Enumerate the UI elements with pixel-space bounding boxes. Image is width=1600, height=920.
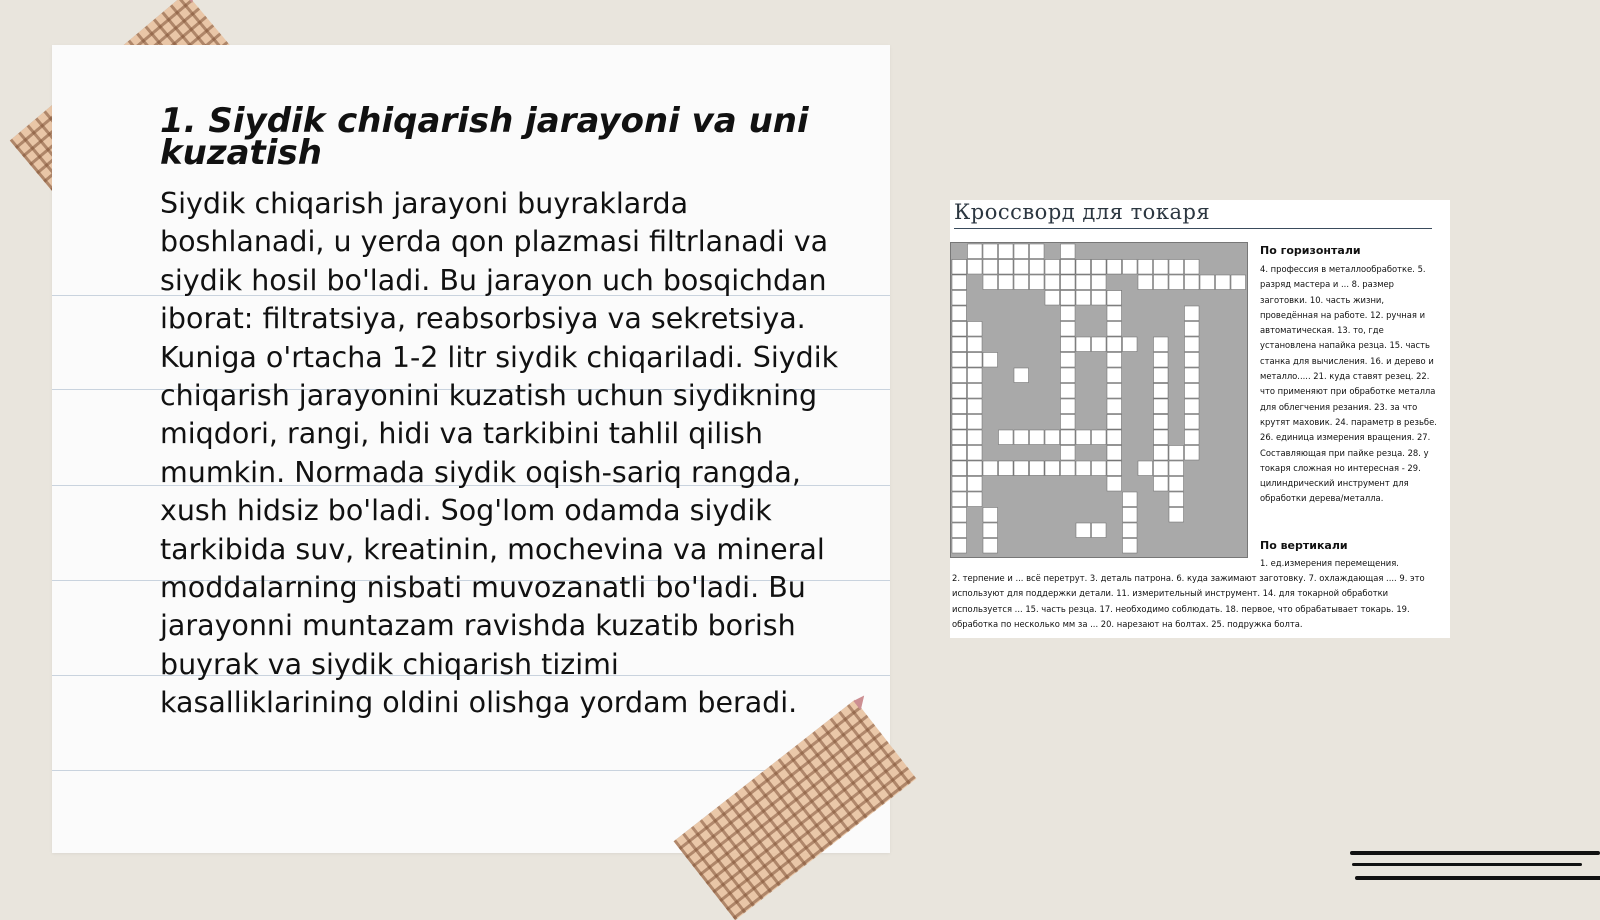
- crossword-cell: [1185, 384, 1200, 399]
- brush-stroke: [1350, 851, 1600, 855]
- horizontal-clues: 4. профессия в металлообработке. 5. разряд мастера и ... 8. размер заготовки. 10. часть жизни, проведённая на работе. 12. ручная и автоматическая. 13. то, где установлена напайка резца. 15. часть станка для вычисления. 16. и дерево и металло..... 21. куда ставят резец. 22. что применяют при обработке металла для облегчения резания. 23. за что крутят маховик. 24. параметр в резьбе. 26. единица измерения вращения. 27. Составляющая при пайке резца. 28. у токаря сложная но интересная - 29. цилиндрический инструмент для обработки дерева/металла.: [1260, 264, 1437, 504]
- crossword-grid: [950, 242, 1248, 558]
- crossword-cell: [1030, 260, 1045, 275]
- crossword-cell: [968, 353, 983, 368]
- crossword-cell: [1107, 353, 1122, 368]
- crossword-cell: [952, 415, 967, 430]
- crossword-cell: [1076, 523, 1091, 538]
- crossword-cell: [1107, 415, 1122, 430]
- crossword-cell: [968, 461, 983, 476]
- crossword-cell: [968, 368, 983, 383]
- crossword-cell: [1107, 430, 1122, 445]
- crossword-cell: [1185, 275, 1200, 290]
- crossword-cell: [1092, 461, 1107, 476]
- crossword-cell: [1061, 415, 1076, 430]
- crossword-cell: [968, 244, 983, 259]
- crossword-cell: [983, 461, 998, 476]
- crossword-cell: [1030, 275, 1045, 290]
- crossword-cell: [1061, 306, 1076, 321]
- crossword-cell: [1045, 275, 1060, 290]
- crossword-cell: [983, 523, 998, 538]
- crossword-cell: [983, 244, 998, 259]
- crossword-cell: [1123, 508, 1138, 523]
- crossword-cell: [999, 461, 1014, 476]
- crossword-cell: [1185, 368, 1200, 383]
- crossword-cell: [999, 260, 1014, 275]
- crossword-cell: [968, 399, 983, 414]
- crossword-cell: [1061, 461, 1076, 476]
- crossword-cell: [983, 539, 998, 554]
- crossword-cell: [1076, 430, 1091, 445]
- crossword-cell: [1123, 523, 1138, 538]
- crossword-cell: [1061, 260, 1076, 275]
- crossword-cell: [1185, 260, 1200, 275]
- crossword-cell: [1107, 384, 1122, 399]
- crossword-cell: [968, 322, 983, 337]
- crossword-cell: [1061, 337, 1076, 352]
- vertical-clue-first: 1. ед.измерения перемещения.: [1260, 558, 1399, 568]
- crossword-cell: [1185, 430, 1200, 445]
- slide-title: 1. Siydik chiqarish jarayoni va uni kuzatish: [160, 101, 809, 173]
- crossword-cell: [952, 523, 967, 538]
- crossword-cell: [1076, 461, 1091, 476]
- crossword-cell: [1107, 322, 1122, 337]
- crossword-cell: [952, 446, 967, 461]
- crossword-cell: [1154, 337, 1169, 352]
- crossword-cell: [1169, 260, 1184, 275]
- crossword-cell: [1061, 322, 1076, 337]
- crossword-cell: [952, 430, 967, 445]
- crossword-cell: [1030, 244, 1045, 259]
- crossword-cell: [968, 492, 983, 507]
- vertical-clues: 2. терпение и ... всё перетрут. 3. деталь патрона. 6. куда зажимают заготовку. 7. охлаждающая .... 9. это используют для поддержки детали. 11. измерительный инструмент. 14. для токарной обработки используется ... 15. часть резца. 17. необходимо соблюдать. 18. первое, что обрабатывает токарь. 19. обработка по несколько мм за ... 20. нарезают на болтах. 25. подружка болта.: [952, 573, 1425, 629]
- crossword-cell: [1092, 523, 1107, 538]
- brush-stroke: [1355, 876, 1600, 880]
- crossword-cell: [1014, 430, 1029, 445]
- vertical-heading: По вертикали: [1260, 539, 1348, 552]
- crossword-cell: [1061, 353, 1076, 368]
- crossword-cell: [1061, 244, 1076, 259]
- crossword-cell: [1014, 461, 1029, 476]
- crossword-grid-cells: [951, 243, 1249, 559]
- crossword-cell: [999, 430, 1014, 445]
- crossword-cell: [1185, 399, 1200, 414]
- crossword-cell: [952, 337, 967, 352]
- crossword-cell: [1076, 260, 1091, 275]
- crossword-cell: [968, 384, 983, 399]
- crossword-cell: [1154, 368, 1169, 383]
- crossword-cell: [1231, 275, 1246, 290]
- crossword-cell: [952, 477, 967, 492]
- horizontal-heading: По горизонтали: [1260, 244, 1361, 257]
- crossword-cell: [1123, 492, 1138, 507]
- crossword-cell: [1014, 368, 1029, 383]
- crossword-cell: [1185, 337, 1200, 352]
- crossword-cell: [1092, 337, 1107, 352]
- crossword-cell: [1185, 306, 1200, 321]
- crossword-cell: [1107, 446, 1122, 461]
- crossword-cell: [1138, 461, 1153, 476]
- crossword-cell: [1092, 291, 1107, 306]
- crossword-cell: [1154, 415, 1169, 430]
- crossword-cell: [968, 337, 983, 352]
- crossword-cell: [1200, 275, 1215, 290]
- crossword-cell: [968, 415, 983, 430]
- crossword-cell: [1030, 461, 1045, 476]
- crossword-cell: [1169, 508, 1184, 523]
- crossword-cell: [1045, 260, 1060, 275]
- crossword-cell: [1154, 275, 1169, 290]
- crossword-cell: [968, 260, 983, 275]
- crossword-cell: [1138, 260, 1153, 275]
- crossword-cell: [968, 430, 983, 445]
- crossword-cell: [1045, 430, 1060, 445]
- crossword-cell: [1014, 275, 1029, 290]
- crossword-cell: [1061, 384, 1076, 399]
- crossword-cell: [1076, 291, 1091, 306]
- crossword-cell: [952, 291, 967, 306]
- crossword-cell: [999, 275, 1014, 290]
- crossword-cell: [1185, 353, 1200, 368]
- crossword-cell: [1169, 477, 1184, 492]
- crossword-cell: [1076, 337, 1091, 352]
- crossword-cell: [1169, 461, 1184, 476]
- crossword-cell: [1185, 322, 1200, 337]
- crossword-cell: [1014, 244, 1029, 259]
- crossword-cell: [1169, 275, 1184, 290]
- crossword-cell: [1061, 275, 1076, 290]
- crossword-cell: [1154, 461, 1169, 476]
- crossword-cell: [1092, 260, 1107, 275]
- crossword-cell: [983, 508, 998, 523]
- crossword-cell: [952, 492, 967, 507]
- crossword-cell: [983, 275, 998, 290]
- crossword-cell: [952, 539, 967, 554]
- crossword-cell: [1045, 291, 1060, 306]
- crossword-cell: [952, 508, 967, 523]
- crossword-cell: [1107, 399, 1122, 414]
- crossword-cell: [1185, 415, 1200, 430]
- crossword-title-rule: [954, 228, 1432, 229]
- crossword-cell: [952, 306, 967, 321]
- crossword-cell: [983, 260, 998, 275]
- crossword-cell: [1107, 461, 1122, 476]
- crossword-cell: [1076, 275, 1091, 290]
- crossword-cell: [1045, 461, 1060, 476]
- crossword-cell: [1154, 399, 1169, 414]
- crossword-cell: [952, 275, 967, 290]
- crossword-cell: [1107, 337, 1122, 352]
- crossword-cell: [1154, 446, 1169, 461]
- crossword-cell: [952, 384, 967, 399]
- crossword-cell: [1061, 399, 1076, 414]
- crossword-cell: [983, 353, 998, 368]
- crossword-cell: [1014, 260, 1029, 275]
- crossword-cell: [1061, 430, 1076, 445]
- crossword-cell: [1092, 430, 1107, 445]
- crossword-cell: [1185, 446, 1200, 461]
- crossword-cell: [1154, 384, 1169, 399]
- crossword-cell: [1154, 477, 1169, 492]
- crossword-title: Кроссворд для токаря: [954, 200, 1211, 224]
- crossword-cell: [1138, 275, 1153, 290]
- crossword-cell: [1107, 477, 1122, 492]
- crossword-cell: [1107, 306, 1122, 321]
- crossword-cell: [952, 399, 967, 414]
- crossword-cell: [952, 353, 967, 368]
- brush-stroke: [1352, 863, 1582, 866]
- crossword-cell: [1154, 353, 1169, 368]
- crossword-cell: [1107, 291, 1122, 306]
- crossword-cell: [1216, 275, 1231, 290]
- crossword-cell: [1107, 368, 1122, 383]
- crossword-cell: [968, 446, 983, 461]
- crossword-cell: [952, 461, 967, 476]
- slide-body-text: Siydik chiqarish jarayoni buyraklarda boshlanadi, u yerda qon plazmasi filtrlanadi va siydik hosil bo'ladi. Bu jarayon uch bosqichdan iborat: filtratsiya, reabsorbsiya va sekretsiya. Kuniga o'rtacha 1-2 litr siydik chiqariladi. Siydik chiqarish jarayonini kuzatish uchun siydikning miqdori, rangi, hidi va tarkibini tahlil qilish mumkin. Normada siydik oqish-sariq rangda, xush hidsiz bo'ladi. Sog'lom odamda siydik tarkibida suv, kreatinin, mochevina va mineral moddalarning nisbati muvozanatli bo'ladi. Bu jarayonni muntazam ravishda kuzatib borish buyrak va siydik chiqarish tizimi kasalliklarining oldini olishga yordam beradi.: [160, 187, 839, 720]
- crossword-cell: [1123, 337, 1138, 352]
- crossword-cell: [1154, 430, 1169, 445]
- crossword-cell: [1030, 430, 1045, 445]
- crossword-cell: [1061, 446, 1076, 461]
- crossword-cell: [999, 244, 1014, 259]
- crossword-cell: [968, 477, 983, 492]
- crossword-cell: [952, 368, 967, 383]
- crossword-cell: [952, 322, 967, 337]
- crossword-cell: [1061, 368, 1076, 383]
- crossword-cell: [1123, 539, 1138, 554]
- crossword-cell: [1169, 446, 1184, 461]
- crossword-image: [950, 200, 1450, 638]
- crossword-cell: [1092, 275, 1107, 290]
- crossword-cell: [1154, 260, 1169, 275]
- crossword-cell: [1123, 260, 1138, 275]
- crossword-cell: [1107, 260, 1122, 275]
- crossword-cell: [1061, 291, 1076, 306]
- crossword-cell: [952, 260, 967, 275]
- crossword-cell: [1169, 492, 1184, 507]
